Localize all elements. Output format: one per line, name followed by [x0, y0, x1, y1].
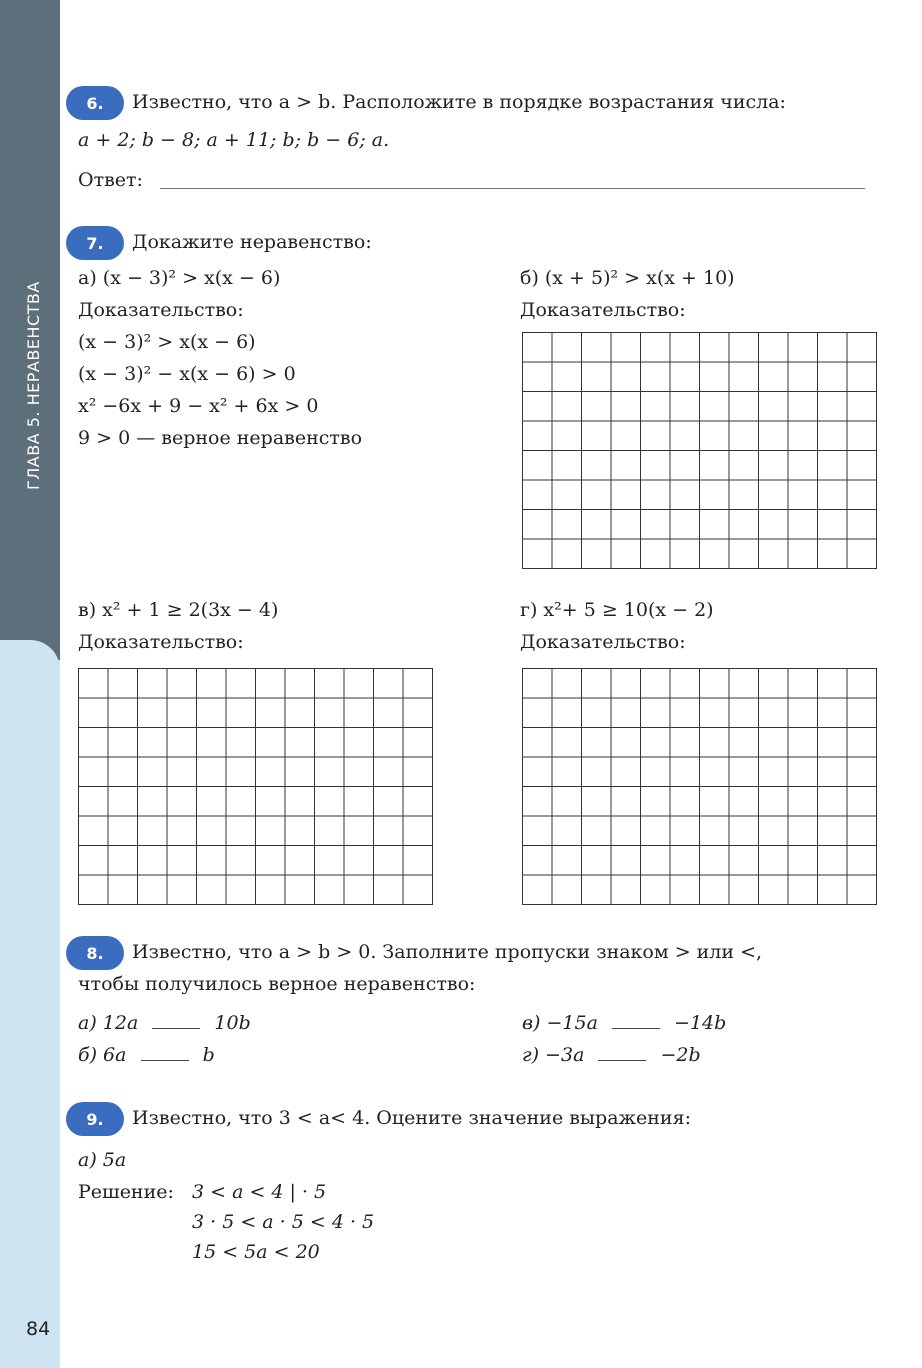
task-8g-blank[interactable]	[598, 1042, 646, 1061]
task-8-statement: Известно, что a > b > 0. Заполните пропуски знаком > или <,	[132, 941, 763, 963]
task-7a-step: (x − 3)² > x(x − 6)	[78, 331, 256, 353]
task-8b-right: b	[202, 1044, 215, 1066]
task-7a-step: (x − 3)² − x(x − 6) > 0	[78, 363, 296, 385]
task-8-badge: 8.	[66, 936, 124, 970]
task-6-answer-line[interactable]	[160, 188, 865, 189]
task-8v-blank[interactable]	[612, 1010, 660, 1029]
task-8a-row	[78, 1010, 251, 1035]
task-9a-step: 3 < a < 4 | · 5	[192, 1181, 327, 1203]
task-9a-header: а) 5a	[78, 1149, 127, 1171]
task-6-statement: Известно, что a > b. Расположите в порядке возрастания числа:	[132, 91, 786, 113]
task-7b-proof-label: Доказательство:	[520, 299, 686, 321]
task-6-badge: 6.	[66, 86, 124, 120]
task-9-badge: 9.	[66, 1102, 124, 1136]
task-7v-answer-grid[interactable]	[78, 668, 433, 905]
task-8g-left: г) −3a	[522, 1044, 585, 1066]
task-7v-proof-label: Доказательство:	[78, 631, 244, 653]
task-9a-step: 15 < 5a < 20	[192, 1241, 320, 1263]
task-8-statement-cont: чтобы получилось верное неравенство:	[78, 973, 476, 995]
task-7g-answer-grid[interactable]	[522, 668, 877, 905]
page-number: 84	[26, 1318, 51, 1340]
task-8v-left: в) −15a	[522, 1012, 598, 1034]
task-7b-header: б) (x + 5)² > x(x + 10)	[520, 267, 735, 289]
task-7b-answer-grid[interactable]	[522, 332, 877, 569]
sidebar-light-section	[0, 660, 60, 1368]
task-6-numbers: a + 2; b − 8; a + 11; b; b − 6; a.	[78, 129, 390, 151]
task-9a-solution-label: Решение:	[78, 1181, 174, 1203]
task-8g-right: −2b	[660, 1044, 701, 1066]
task-7g-header: г) x²+ 5 ≥ 10(x − 2)	[520, 599, 714, 621]
task-8v-right: −14b	[674, 1012, 727, 1034]
task-7a-step: x² −6x + 9 − x² + 6x > 0	[78, 395, 319, 417]
task-8b-left: б) 6a	[78, 1044, 127, 1066]
chapter-title: ГЛАВА 5. НЕРАВЕНСТВА	[24, 281, 43, 490]
task-7-badge: 7.	[66, 226, 124, 260]
task-7a-header: а) (x − 3)² > x(x − 6)	[78, 267, 281, 289]
task-7a-proof-label: Доказательство:	[78, 299, 244, 321]
task-8b-blank[interactable]	[141, 1042, 189, 1061]
task-8v-row	[522, 1010, 726, 1035]
task-8g-row	[522, 1042, 701, 1067]
task-9a-step: 3 · 5 < a · 5 < 4 · 5	[192, 1211, 375, 1233]
task-7g-proof-label: Доказательство:	[520, 631, 686, 653]
task-7-title: Докажите неравенство:	[132, 231, 372, 253]
task-7a-step: 9 > 0 — верное неравенство	[78, 427, 363, 449]
task-8a-right: 10b	[214, 1012, 251, 1034]
task-8a-left: а) 12a	[78, 1012, 139, 1034]
task-9-statement: Известно, что 3 < a< 4. Оцените значение выражения:	[132, 1107, 691, 1129]
task-8a-blank[interactable]	[152, 1010, 200, 1029]
task-8b-row	[78, 1042, 215, 1067]
task-7v-header: в) x² + 1 ≥ 2(3x − 4)	[78, 599, 279, 621]
task-6-answer-label: Ответ:	[78, 169, 143, 191]
